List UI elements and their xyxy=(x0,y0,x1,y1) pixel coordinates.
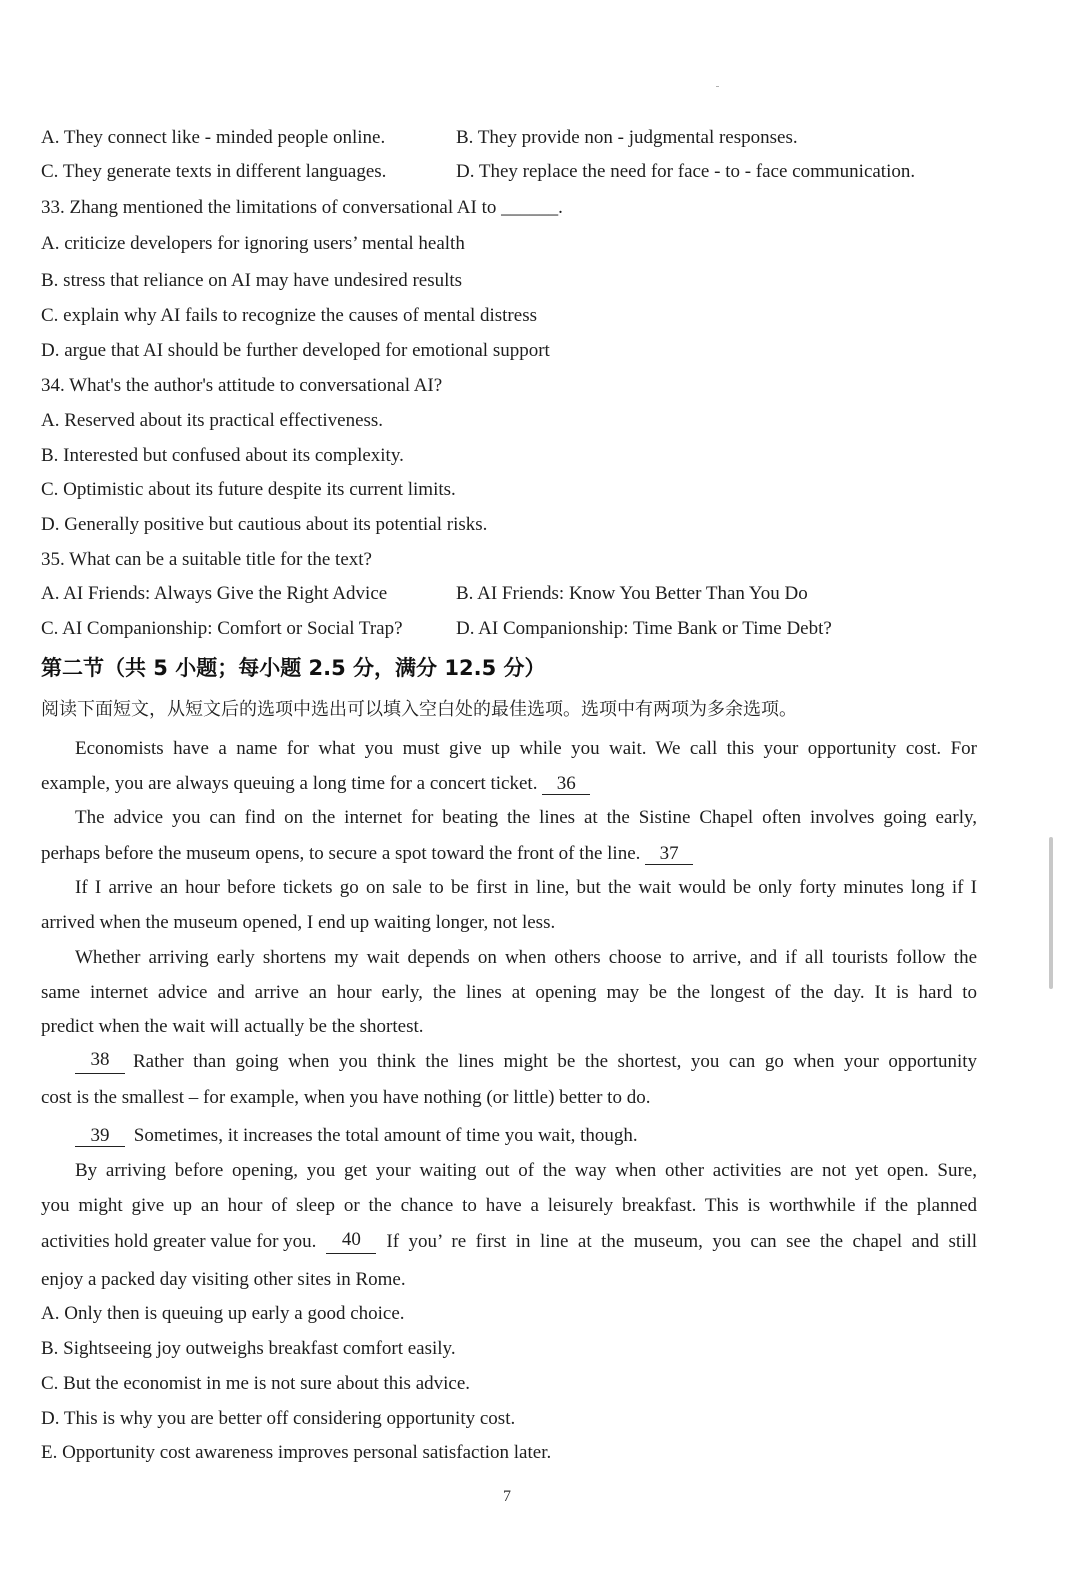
answer-blank-39: 39 xyxy=(75,1126,125,1147)
passage-text: If you’ re first in line at the museum, you can see the chapel and still xyxy=(386,1231,977,1252)
scrollbar[interactable] xyxy=(1049,837,1053,989)
q34-option-a: A. Reserved about its practical effectiveness. xyxy=(41,410,384,431)
answer-blank-38: 38 xyxy=(75,1050,125,1074)
q32-option-d: D. They replace the need for face - to - face communication. xyxy=(456,161,916,182)
answer-blank-36: 36 xyxy=(542,774,590,795)
passage-p5-line2: cost is the smallest – for example, when you have nothing (or little) better to do. xyxy=(41,1087,651,1108)
passage-p4-line2: same internet advice and arrive an hour early, the lines at opening may be the longest of the day. It is hard to xyxy=(41,982,977,1003)
q33-stem-text: 33. Zhang mentioned the limitations of conversational AI to xyxy=(41,197,497,218)
q35-option-c: C. AI Companionship: Comfort or Social Trap? xyxy=(41,618,403,639)
passage-p1-line2 xyxy=(41,772,590,796)
q34-stem: 34. What's the author's attitude to conversational AI? xyxy=(41,375,443,396)
passage-p2-line1: The advice you can find on the internet for beating the lines at the Sistine Chapel often involves going early, xyxy=(75,807,977,828)
passage-p7-line2: you might give up an hour of sleep or the chance to have a leisurely breakfast. This is worthwhile if the planned xyxy=(41,1195,977,1216)
passage-p4-line1: Whether arriving early shortens my wait depends on when others choose to arrive, and if all tourists follow the xyxy=(75,947,977,968)
q33-option-b: B. stress that reliance on AI may have undesired results xyxy=(41,270,463,291)
q33-stem xyxy=(41,196,563,220)
q35-option-a: A. AI Friends: Always Give the Right Advice xyxy=(41,583,388,604)
answer-blank-37: 37 xyxy=(645,844,693,865)
passage-p4-line3: predict when the wait will actually be the shortest. xyxy=(41,1016,424,1037)
passage-p6-line1 xyxy=(75,1124,638,1148)
q32-option-a: A. They connect like - minded people online. xyxy=(41,127,386,148)
q34-option-b: B. Interested but confused about its complexity. xyxy=(41,445,404,466)
passage-text: example, you are always queuing a long time for a concert ticket. xyxy=(41,773,538,794)
passage-p7-line4: enjoy a packed day visiting other sites in Rome. xyxy=(41,1269,406,1290)
option-d: D. This is why you are better off considering opportunity cost. xyxy=(41,1408,516,1429)
option-a: A. Only then is queuing up early a good choice. xyxy=(41,1303,405,1324)
passage-text: perhaps before the museum opens, to secure a spot toward the front of the line. xyxy=(41,843,641,864)
option-e: E. Opportunity cost awareness improves personal satisfaction later. xyxy=(41,1442,552,1463)
page-number: 7 xyxy=(503,1488,511,1505)
q33-option-a: A. criticize developers for ignoring users’ mental health xyxy=(41,233,465,254)
option-c: C. But the economist in me is not sure about this advice. xyxy=(41,1373,471,1394)
passage-p3-line1: If I arrive an hour before tickets go on sale to be first in line, but the wait would be only forty minutes long if I xyxy=(75,877,977,898)
passage-p1-line1: Economists have a name for what you must give up while you wait. We call this your opportunity cost. For xyxy=(75,738,977,759)
passage-p5-line1 xyxy=(75,1050,977,1074)
passage-p7-line1: By arriving before opening, you get your waiting out of the way when other activities are not yet open. Sure, xyxy=(75,1160,977,1181)
passage-p7-line3 xyxy=(41,1230,977,1254)
q35-option-b: B. AI Friends: Know You Better Than You Do xyxy=(456,583,808,604)
section-title: 第二节（共 5 小题；每小题 2.5 分，满分 12.5 分） xyxy=(41,656,546,680)
passage-p3-line2: arrived when the museum opened, I end up waiting longer, not less. xyxy=(41,912,556,933)
passage-p2-line2 xyxy=(41,842,693,866)
passage-text: Sometimes, it increases the total amount of time you wait, though. xyxy=(133,1125,638,1146)
q33-answer-blank: ______. xyxy=(501,197,563,218)
q33-option-d: D. argue that AI should be further developed for emotional support xyxy=(41,340,550,361)
answer-blank-40: 40 xyxy=(326,1230,376,1254)
q34-option-c: C. Optimistic about its future despite its current limits. xyxy=(41,479,456,500)
q33-option-c: C. explain why AI fails to recognize the causes of mental distress xyxy=(41,305,537,326)
q32-option-c: C. They generate texts in different languages. xyxy=(41,161,387,182)
scan-speck xyxy=(716,86,719,87)
q32-option-b: B. They provide non - judgmental responses. xyxy=(456,127,798,148)
option-b: B. Sightseeing joy outweighs breakfast comfort easily. xyxy=(41,1338,456,1359)
q35-stem: 35. What can be a suitable title for the text? xyxy=(41,549,372,570)
section-instruction: 阅读下面短文，从短文后的选项中选出可以填入空白处的最佳选项。选项中有两项为多余选项。 xyxy=(41,699,797,720)
q34-option-d: D. Generally positive but cautious about its potential risks. xyxy=(41,514,488,535)
passage-text: activities hold greater value for you. xyxy=(41,1231,317,1252)
q35-option-d: D. AI Companionship: Time Bank or Time Debt? xyxy=(456,618,832,639)
passage-text: Rather than going when you think the lines might be the shortest, you can go when your opportunity xyxy=(133,1051,977,1072)
